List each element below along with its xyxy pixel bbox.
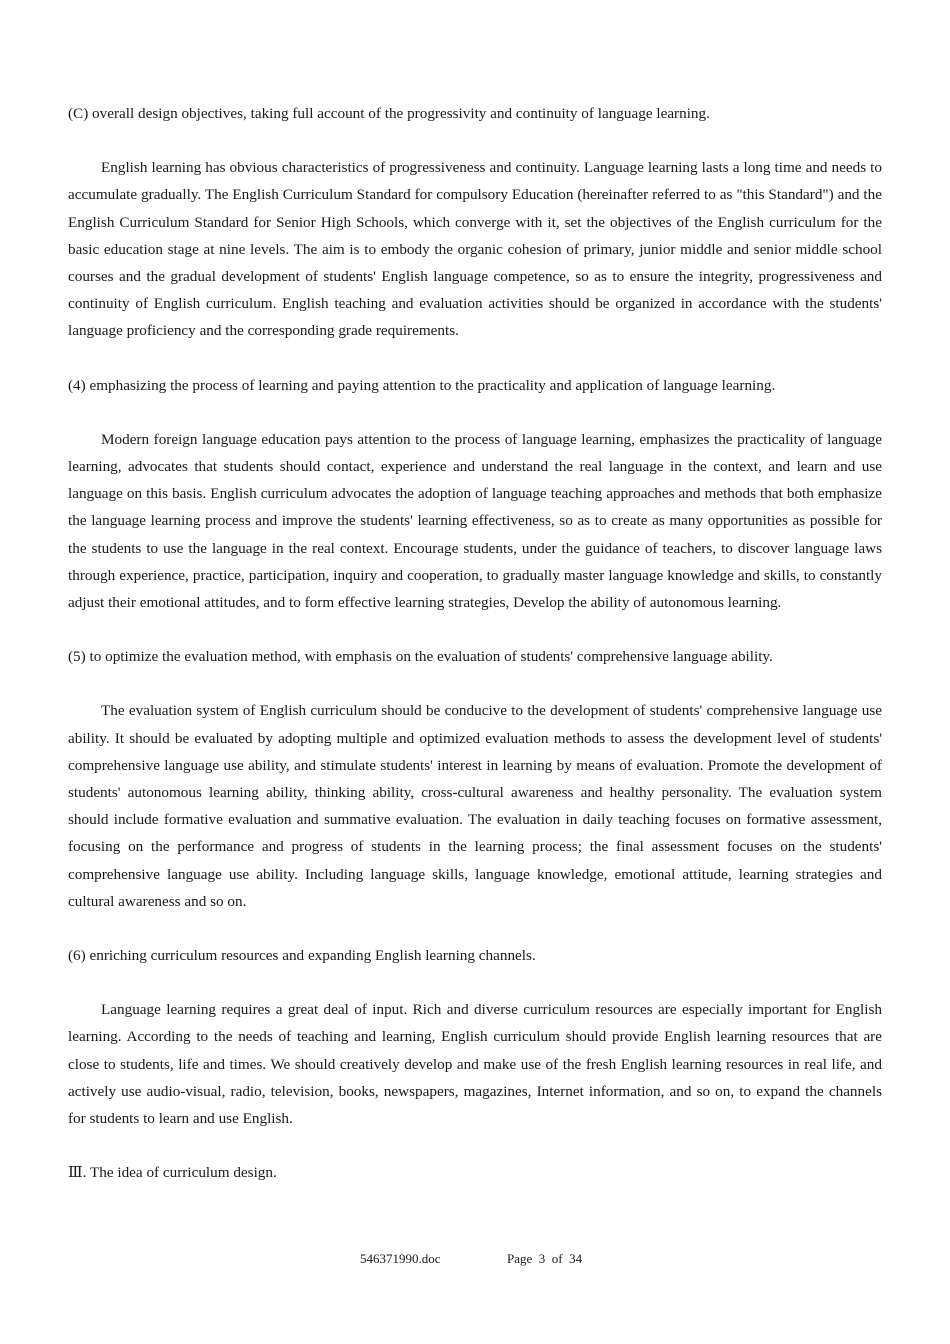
document-body [68,100,882,1214]
section-paragraph-6: Language learning requires a great deal of input. Rich and diverse curriculum resources are especially important for English learning. According to the needs of teaching and learning, English curriculum should provide English learning resources that are close to students, life and times. We should creatively develop and make use of the fresh English learning resources in real life, and actively use audio-visual, radio, television, books, newspapers, magazines, Internet information, and so on, to expand the channels for students to learn and use English. [68,1001,882,1128]
section-paragraph-5: The evaluation system of English curriculum should be conducive to the development of students' comprehensive language use ability. It should be evaluated by adopting multiple and optimized evaluation methods to assess the development level of students' comprehensive language use ability, and stimulate students' interest in learning by means of evaluation. Promote the development of students' autonomous learning ability, thinking ability, cross-cultural awareness and healthy personality. The evaluation system should include formative evaluation and summative evaluation. The evaluation in daily teaching focuses on formative assessment, focusing on the performance and progress of students in the learning process; the final assessment focuses on the students' comprehensive language use ability. Including language skills, language knowledge, emotional attitude, learning strategies and cultural awareness and so on. [68,702,882,910]
footer-page-number: Page 3 of 34 [507,1251,583,1266]
section-heading-5: (5) to optimize the evaluation method, with emphasis on the evaluation of students' comprehensive language ability. [68,648,773,666]
section-heading-c: (C) overall design objectives, taking full account of the progressivity and continuity of language learning. [68,105,710,122]
footer-filename: 546371990.doc [360,1251,441,1266]
section-heading-4: (4) emphasizing the process of learning and paying attention to the practicality and application of language learning. [68,376,776,394]
section-paragraph-4: Modern foreign language education pays attention to the process of language learning, emphasizes the practicality of language learning, advocates that students should contact, experience and understand the real language in the context, and learn and use language on this basis. English curriculum advocates the adoption of language teaching approaches and methods that both emphasize the language learning process and improve the students' learning effectiveness, so as to create as many opportunities as possible for the students to use the language in the real context. Encourage students, under the guidance of teachers, to discover language laws through experience, practice, participation, inquiry and cooperation, to gradually master language knowledge and skills, to constantly adjust their emotional attitudes, and to form effective learning strategies, Develop the ability of autonomous learning. [68,430,882,612]
section-paragraph-c: English learning has obvious characteristics of progressiveness and continuity. Language learning lasts a long time and needs to accumulate gradually. The English Curriculum Standard for compulsory Education (hereinafter referred to as "this Standard") and the English Curriculum Standard for Senior High Schools, which converge with it, set the objectives of the English curriculum for the basic education stage at nine levels. The aim is to embody the organic cohesion of primary, junior middle and senior middle school courses and the gradual development of students' English language competence, so as to ensure the integrity, progressiveness and continuity of English curriculum. English teaching and evaluation activities should be organized in accordance with the students' language proficiency and the corresponding grade requirements. [68,159,882,340]
chapter-heading-iii: Ⅲ. The idea of curriculum design. [68,1164,277,1182]
section-heading-6: (6) enriching curriculum resources and expanding English learning channels. [68,947,536,965]
